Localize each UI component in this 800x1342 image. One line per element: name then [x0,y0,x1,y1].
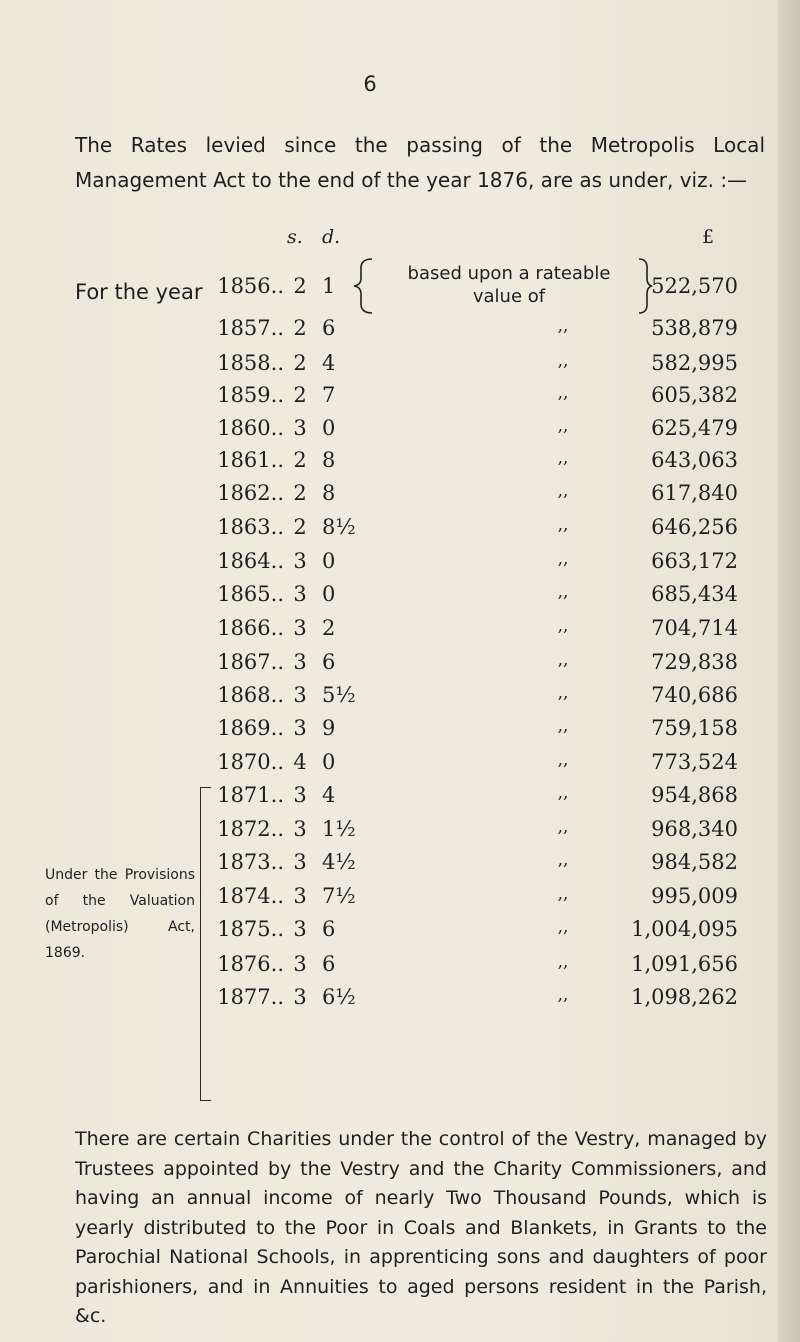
amount-cell: 740,686 [651,683,738,707]
amount-cell: 646,256 [651,515,738,539]
shillings-header: s. [287,226,303,248]
ditto-mark: ,, [557,582,569,602]
pence-cell: 4 [322,783,336,807]
pence-cell: 8 [322,448,336,472]
pence-cell: 7 [322,383,336,407]
shillings-cell: 2 [293,351,307,375]
pence-header: d. [322,226,341,248]
pence-cell: 6 [322,952,336,976]
table-row [0,316,800,350]
amount-cell: 954,868 [651,783,738,807]
for-the-year-label: For the year [75,280,203,304]
pence-cell: 0 [322,582,336,606]
ditto-mark: ,, [557,416,569,436]
amount-cell: 1,091,656 [631,952,738,976]
amount-cell: 643,063 [651,448,738,472]
pence-cell: 8½ [322,515,356,539]
pence-cell: 8 [322,481,336,505]
table-row [0,817,800,851]
table-row [0,683,800,717]
table-row [0,481,800,515]
ditto-mark: ,, [557,650,569,670]
table-row [0,383,800,417]
shillings-cell: 3 [293,884,307,908]
shillings-cell: 3 [293,549,307,573]
ditto-mark: ,, [557,549,569,569]
year-cell: 1857.. [217,316,284,340]
pence-cell: 6½ [322,985,356,1009]
pence-cell: 6 [322,316,336,340]
pence-cell: 0 [322,750,336,774]
pence-cell: 7½ [322,884,356,908]
intro-paragraph: The Rates levied since the passing of the Metropolis Local Management Act to the end of the year 1876, are as under, viz. :— [75,133,765,192]
table-row [0,716,800,750]
table-row [0,515,800,549]
shillings-cell: 2 [293,481,307,505]
amount-cell: 1,098,262 [631,985,738,1009]
amount-cell: 617,840 [651,481,738,505]
shillings-cell: 3 [293,985,307,1009]
pence-cell: 4 [322,351,336,375]
valuation-act-note: Under the Provisions of the Valuation (Metropolis) Act, 1869. [45,867,195,961]
year-cell: 1868.. [217,683,284,707]
ditto-mark: ,, [557,481,569,501]
shillings-cell: 3 [293,582,307,606]
ditto-mark: ,, [557,716,569,736]
ditto-mark: ,, [557,884,569,904]
shillings-cell: 3 [293,650,307,674]
amount-cell: 663,172 [651,549,738,573]
year-cell: 1858.. [217,351,284,375]
shillings-cell: 3 [293,850,307,874]
shillings-cell: 3 [293,683,307,707]
year-cell: 1865.. [217,582,284,606]
pence-cell: 5½ [322,683,356,707]
ditto-mark: ,, [557,616,569,636]
table-row [0,616,800,650]
year-cell: 1856.. [217,274,284,298]
year-cell: 1872.. [217,817,284,841]
table-row [0,650,800,684]
shillings-cell: 2 [293,515,307,539]
table-row [0,985,800,1019]
shillings-cell: 3 [293,716,307,740]
amount-cell: 685,434 [651,582,738,606]
amount-cell: 773,524 [651,750,738,774]
pence-cell: 1½ [322,817,356,841]
pence-cell: 6 [322,650,336,674]
year-cell: 1863.. [217,515,284,539]
table-row [0,351,800,385]
year-cell: 1876.. [217,952,284,976]
page-number: 6 [363,72,377,96]
pence-cell: 9 [322,716,336,740]
amount-cell: 582,995 [651,351,738,375]
amount-cell: 995,009 [651,884,738,908]
year-cell: 1864.. [217,549,284,573]
ditto-mark: ,, [557,515,569,535]
ditto-mark: ,, [557,316,569,336]
amount-cell: 1,004,095 [631,917,738,941]
ditto-mark: ,, [557,448,569,468]
shillings-cell: 3 [293,817,307,841]
table-row [0,750,800,784]
year-cell: 1875.. [217,917,284,941]
table-row [0,416,800,450]
year-cell: 1861.. [217,448,284,472]
year-cell: 1867.. [217,650,284,674]
ditto-mark: ,, [557,917,569,937]
ditto-mark: ,, [557,383,569,403]
ditto-mark: ,, [557,750,569,770]
pence-cell: 1 [322,274,336,298]
shillings-cell: 2 [293,274,307,298]
year-cell: 1859.. [217,383,284,407]
amount-cell: 759,158 [651,716,738,740]
pence-cell: 4½ [322,850,356,874]
pence-cell: 6 [322,917,336,941]
pounds-header: £ [702,226,715,248]
amount-cell: 729,838 [651,650,738,674]
pence-cell: 2 [322,616,336,640]
amount-cell: 625,479 [651,416,738,440]
ditto-mark: ,, [557,783,569,803]
shillings-cell: 2 [293,383,307,407]
shillings-cell: 3 [293,917,307,941]
table-row [0,274,800,308]
charities-paragraph: There are certain Charities under the control of the Vestry, managed by Trustees appointed by the Vestry and the Charity Commissioners, and having an annual income of nearly Two Thousand Pounds, which is yearly distributed to the Poor in Coals and Blankets, in Grants to the Parochial National Schools, in apprenticing sons and daughters of poor parishioners, and in Annuities to aged persons resident in the Parish, &c. [75,1128,767,1327]
ditto-mark: ,, [557,850,569,870]
shillings-cell: 2 [293,316,307,340]
year-cell: 1866.. [217,616,284,640]
shillings-cell: 3 [293,616,307,640]
year-cell: 1869.. [217,716,284,740]
shillings-cell: 4 [293,750,307,774]
ditto-mark: ,, [557,683,569,703]
shillings-cell: 3 [293,952,307,976]
table-row [0,783,800,817]
shillings-cell: 3 [293,783,307,807]
year-cell: 1874.. [217,884,284,908]
amount-cell: 968,340 [651,817,738,841]
year-cell: 1871.. [217,783,284,807]
ditto-mark: ,, [557,817,569,837]
amount-cell: 704,714 [651,616,738,640]
rateable-value-note: based upon a rateable value of [407,263,611,307]
amount-cell: 522,570 [651,274,738,298]
table-row [0,549,800,583]
year-cell: 1877.. [217,985,284,1009]
shillings-cell: 3 [293,416,307,440]
amount-cell: 538,879 [651,316,738,340]
table-row [0,582,800,616]
pence-cell: 0 [322,549,336,573]
ditto-mark: ,, [557,985,569,1005]
pence-cell: 0 [322,416,336,440]
year-cell: 1860.. [217,416,284,440]
provisions-bracket [200,787,211,1101]
amount-cell: 605,382 [651,383,738,407]
ditto-mark: ,, [557,351,569,371]
ditto-mark: ,, [557,952,569,972]
amount-cell: 984,582 [651,850,738,874]
year-cell: 1873.. [217,850,284,874]
table-row [0,448,800,482]
year-cell: 1862.. [217,481,284,505]
year-cell: 1870.. [217,750,284,774]
shillings-cell: 2 [293,448,307,472]
